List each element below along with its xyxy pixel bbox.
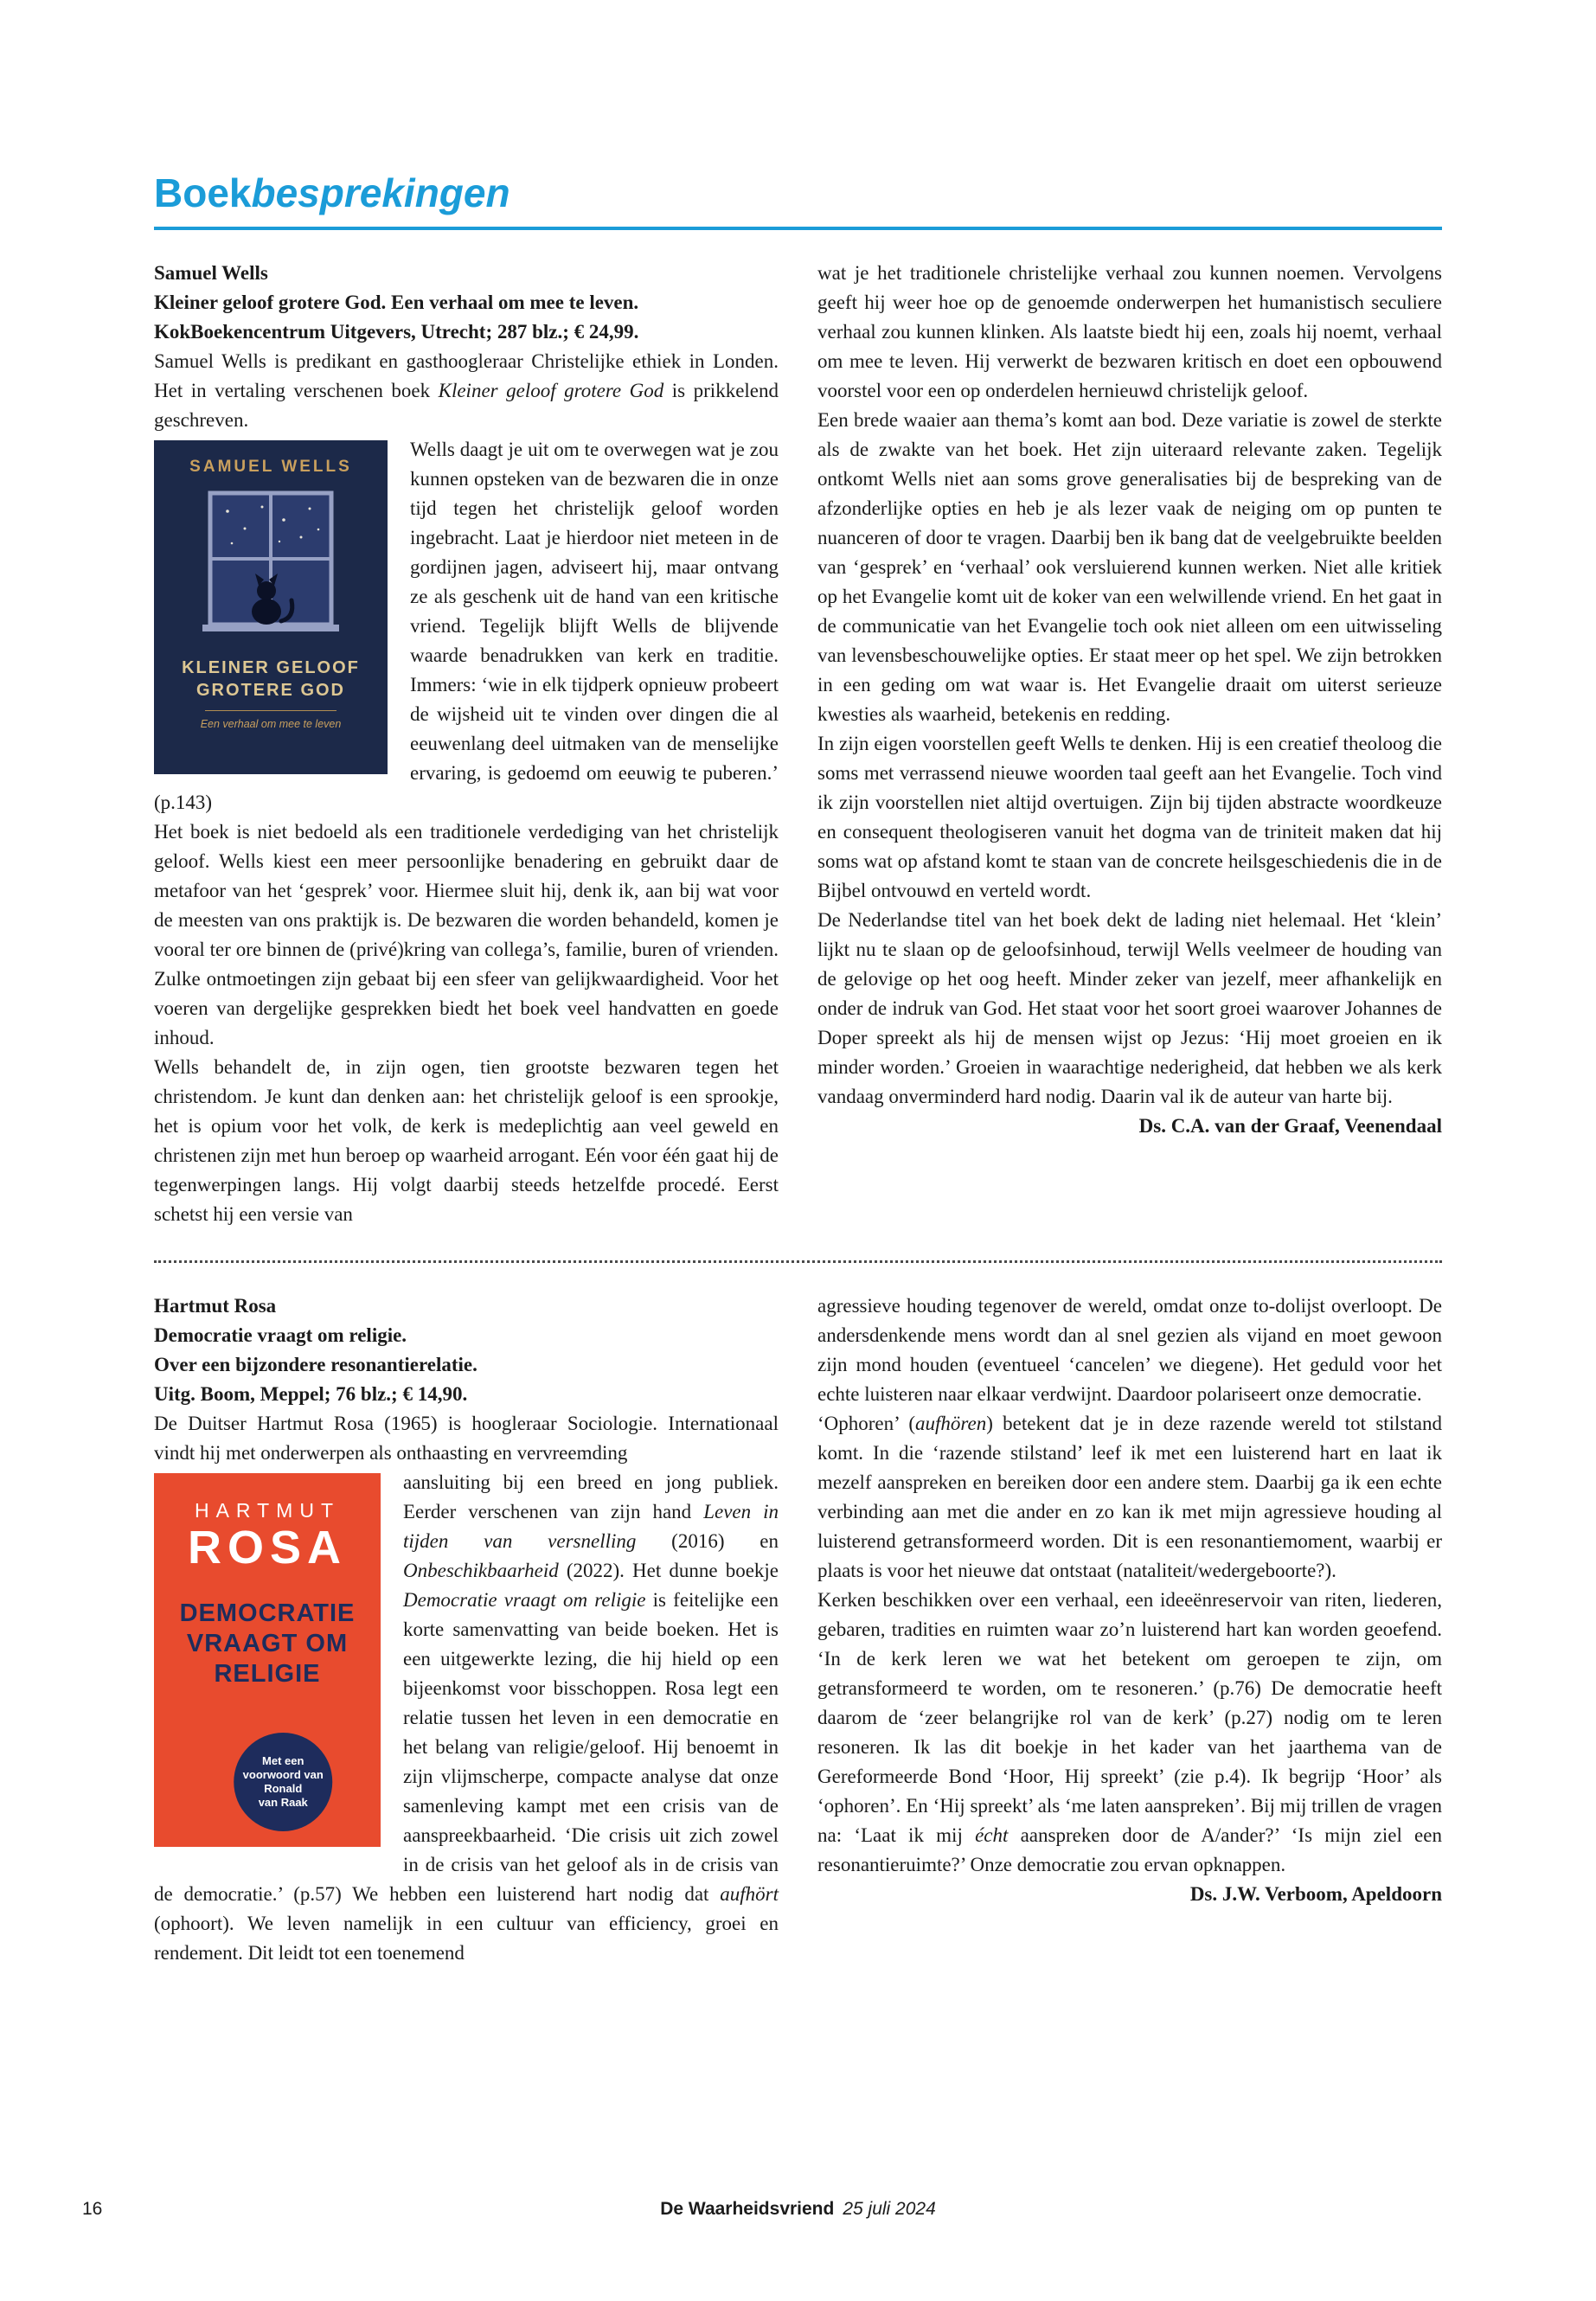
dotted-divider: [154, 1260, 1442, 1263]
title-underline: [154, 227, 1442, 230]
page-content: [154, 0, 1442, 1968]
review-paragraph: agressieve houding tegenover de wereld, omdat onze to-dolijst overloopt. De andersdenkende mens wordt dan al snel gezien als vijand en moet gewoon zijn mond houden (eventueel ‘cancelen’ we diegene). Het geduld voor het echte luisteren naar elkaar verdwijnt. Daardoor polariseert onze democratie.: [817, 1294, 1442, 1405]
cover-title: [154, 1599, 381, 1689]
review-wells-right-column: [817, 259, 1442, 1141]
review-wells: [154, 259, 1442, 1229]
review-title-line: Over een bijzondere resonantierelatie.: [154, 1353, 478, 1375]
review-head: [154, 1292, 779, 1409]
page-footer: [0, 2199, 1596, 2220]
review-paragraph: Een brede waaier aan thema’s komt aan bod. Deze variatie is zowel de sterkte als de zwakte van het boek. Het zijn uiteraard relevante zaken. Tegelijk ontkomt Wells niet aan soms grove generalisaties bij de bespreking van de afzonderlijke opties en heb je als lezer vaak de neiging om op punten te nuanceren of door te vragen. Daarbij ben ik bang dat de veelgebruikte beelden van ‘gesprek’ en ‘verhaal’ ook versluierend kunnen werken. Niet alle kritiek op het Evangelie komt uit de koker van een welwillende vriend. En het gaat in de communicatie van het Evangelie toch ook niet alleen om een uitwisseling van levensbeschouwelijke opties. Er staat meer op het spel. We zijn betrokken in een geding om wat waar is. Het Evangelie draait om uiterst serieuze kwesties als waarheid, betekenis en redding.: [817, 408, 1442, 725]
title-part-italic: besprekingen: [251, 170, 510, 215]
review-paragraph: In zijn eigen voorstellen geeft Wells te denken. Hij is een creatief theoloog die soms met verrassend nieuwe woorden taal geeft aan het Evangelie. Toch vind ik zijn voorstellen niet altijd overtuigen. Zijn bij tijden abstracte woordkeuze en consequent theologiseren vanuit het dogma van de triniteit maken dat hij soms wat op afstand komt te staan van de concrete heilsgeschiedenis die in de Bijbel ontvouwd en verteld wordt.: [817, 732, 1442, 901]
foreword-badge: [234, 1733, 332, 1831]
cover-title-line: GROTERE GOD: [195, 680, 345, 700]
review-body-flow: [154, 435, 779, 1229]
review-paragraph: Wells daagt je uit om te overwegen wat je zou kunnen opsteken van de bezwaren die in onze tijd tegen het christelijk geloof worden ingebracht. Laat je hierdoor niet meteen in de gordijnen jagen, adviseert hij, maar ontvang ze als geschenk uit de hand van een kritische vriend. Tegelijk blijft Wells de blijvende waarde benadrukken van kerk en traditie. Immers: ‘wie in elk tijdperk opnieuw probeert de wijsheid uit te vinden over dingen die al eeuwenlang deel uitmaken van de menselijke ervaring, is gedoemd om eeuwig te puberen.’ (p.143): [154, 438, 779, 813]
footer-center: [0, 2199, 1596, 2220]
cover-author-last-name: ROSA: [187, 1521, 347, 1574]
review-title-line: Democratie vraagt om religie.: [154, 1324, 407, 1346]
review-paragraph: Kerken beschikken over een verhaal, een ideeënreservoir van riten, liederen, gebaren, tradities en ruimten waar zo’n luisterend hart kan worden geoefend. ‘In de kerk leren we wat het betekent om geroepen te zijn, om getransformeerd te worden, om te resoneren.’ (p.76) De democratie heeft daarom de ‘zeer belangrijke rol van de kerk’ (p.27) nodig om te leren resoneren. Ik las dit boekje in het kader van het jaarthema van de Gereformeerde Bond ‘Hoor, Hij spreekt’ (zie p.4). Ik begrijp ‘Hoor’ als ‘ophoren’. En ‘Hij spreekt’ als ‘me laten aanspreken’. Bij mij trillen de vragen na: ‘Laat ik mij écht aanspreken door de A/ander?’ ‘Is mijn ziel een resonantieruimte?’ Onze democratie zou ervan opknappen.: [817, 1588, 1442, 1875]
cover-title-line: DEMOCRATIE: [179, 1599, 356, 1627]
review-paragraph: Het boek is niet bedoeld als een traditionele verdediging van het christelijk geloof. Wells kiest een meer persoonlijke benadering en gebruikt daar de metafoor van het ‘gesprek’ voor. Hiermee sluit hij, denk ik, aan bij wat voor de meesten van ons praktijk is. De bezwaren die worden behandeld, komen je vooral ter ore binnen de (privé)kring van collega’s, familie, buren of vrienden. Zulke ontmoetingen zijn gebaat bij een sfeer van gelijkwaardigheid. Voor het voeren van dergelijke gesprekken biedt het boek veel handvatten en goede inhoud.: [154, 820, 779, 1048]
review-rosa: [154, 1292, 1442, 1968]
cover-title-line: RELIGIE: [214, 1659, 321, 1688]
cover-title: [182, 657, 360, 702]
book-cover-rosa: [154, 1473, 381, 1847]
cover-title-line: KLEINER GELOOF: [182, 657, 360, 677]
page-number: 16: [82, 2199, 103, 2219]
magazine-name: De Waarheidsvriend: [660, 2199, 835, 2219]
review-paragraph: De Nederlandse titel van het boek dekt de lading niet helemaal. Het ‘klein’ lijkt nu te slaan op de geloofsinhoud, terwijl Wells veelmeer de houding van de gelovige op het oog heeft. Minder zeker van jezelf, meer afhankelijk en onder de indruk van God. Het staat voor het soort groei waarover Johannes de Doper spreekt als hij de mensen wijst op Jezus: ‘Hij moet groeien en ik minder worden.’ Groeien in waarachtige nederigheid, dat hebben we als kerk vandaag onverminderd hard nodig. Daarin val ik de auteur van harte bij.: [817, 908, 1442, 1107]
cover-subtitle: Een verhaal om mee te leven: [200, 717, 342, 730]
review-wells-left-column: [154, 259, 779, 1229]
badge-line: Ronald: [264, 1781, 303, 1795]
book-cover-wells: [154, 440, 388, 774]
review-paragraph: ‘Ophoren’ (aufhören) betekent dat je in deze razende wereld tot stilstand komt. In die ‘razende stilstand’ leef ik met een luisterend hart en laat ik mezelf aanspreken en bereiken door een andere stem. Daarbij ga ik een echte verbinding aan met die ander en zo kan ik met mijn agressieve houding al luisterend getransformeerd worden. Dit is een resonantiemoment, waarbij er plaats is voor het nieuwe dat ontstaat (nataliteit/wedergeboorte?).: [817, 1412, 1442, 1581]
review-intro-paragraph: De Duitser Hartmut Rosa (1965) is hoogleraar Sociologie. Internationaal vindt hij met onderwerpen als onthaasting en vervreemding: [154, 1412, 779, 1464]
review-publisher-line: KokBoekencentrum Uitgevers, Utrecht; 287 blz.; € 24,99.: [154, 320, 639, 343]
cover-author-first-name: HARTMUT: [194, 1498, 340, 1522]
window-cat-illustration: [180, 490, 362, 644]
badge-line: van Raak: [258, 1795, 308, 1809]
review-author-line: Samuel Wells: [154, 261, 268, 284]
page-title: [154, 171, 1442, 215]
review-paragraph: aansluiting bij een breed en jong publiek. Eerder verschenen van zijn hand Leven in tijden van versnelling (2016) en Onbeschikbaarheid (2022). Het dunne boekje Democratie vraagt om religie is feitelijke een korte samenvatting van beide boeken. Het is een uitgewerkte lezing, die hij hield op een bijeenkomst voor bisschoppen. Rosa legt een relatie tussen het leven in een democratie en het belang van religie/geloof. Hij benoemt in zijn vlijmscherpe, compacte analyse dat onze samenleving kampt met een crisis van de aanspreekbaarheid. ‘Die crisis uit zich zowel in de crisis van het geloof als in de crisis van de democratie.’ (p.57) We hebben een luisterend hart nodig dat aufhört (ophoort). We leven namelijk in een cultuur van efficiency, groei en rendement. Dit leidt tot een toenemend: [154, 1471, 779, 1964]
review-rosa-left-column: [154, 1292, 779, 1968]
badge-line: Met een: [262, 1753, 304, 1767]
cover-title-line: VRAAGT OM: [186, 1629, 349, 1657]
cover-author-name: SAMUEL WELLS: [189, 457, 352, 476]
cover-divider: [205, 710, 337, 711]
section-header: [154, 0, 1442, 230]
title-part-bold: Boek: [154, 170, 252, 215]
review-head: [154, 259, 779, 347]
reviewer-signature: Ds. C.A. van der Graaf, Veenendaal: [1138, 1114, 1442, 1137]
review-intro-paragraph: Samuel Wells is predikant en gasthoogleraar Christelijke ethiek in Londen. Het in vertaling verschenen boek Kleiner geloof grotere God is prikkelend geschreven.: [154, 349, 779, 431]
review-body-flow: [154, 1468, 779, 1968]
review-paragraph: wat je het traditionele christelijke verhaal zou kunnen noemen. Vervolgens geeft hij weer hoe op de genoemde onderwerpen het humanistisch seculiere verhaal zou kunnen klinken. Als laatste biedt hij een, zoals hij noemt, verhaal om mee te leven. Hij verwerkt de bezwaren kritisch en doet een opbouwend voorstel voor een op onderdelen hernieuwd christelijk geloof.: [817, 261, 1442, 401]
issue-date: 25 juli 2024: [843, 2199, 936, 2219]
review-author-line: Hartmut Rosa: [154, 1294, 277, 1317]
review-paragraph: Wells behandelt de, in zijn ogen, tien grootste bezwaren tegen het christendom. Je kunt dan denken aan: het christelijk geloof is een sprookje, het is opium voor het volk, de kerk is medeplichtig aan veel geweld en christenen zijn met hun beroep op waarheid arrogant. Eén voor één gaat hij de tegenwerpingen langs. Hij volgt daarbij steeds hetzelfde procedé. Eerst schetst hij een versie van: [154, 1055, 779, 1225]
badge-line: voorwoord van: [242, 1767, 324, 1781]
review-publisher-line: Uitg. Boom, Meppel; 76 blz.; € 14,90.: [154, 1382, 468, 1405]
review-title-line: Kleiner geloof grotere God. Een verhaal om mee te leven.: [154, 291, 639, 313]
reviewer-signature: Ds. J.W. Verboom, Apeldoorn: [1189, 1882, 1442, 1905]
review-rosa-right-column: [817, 1292, 1442, 1909]
